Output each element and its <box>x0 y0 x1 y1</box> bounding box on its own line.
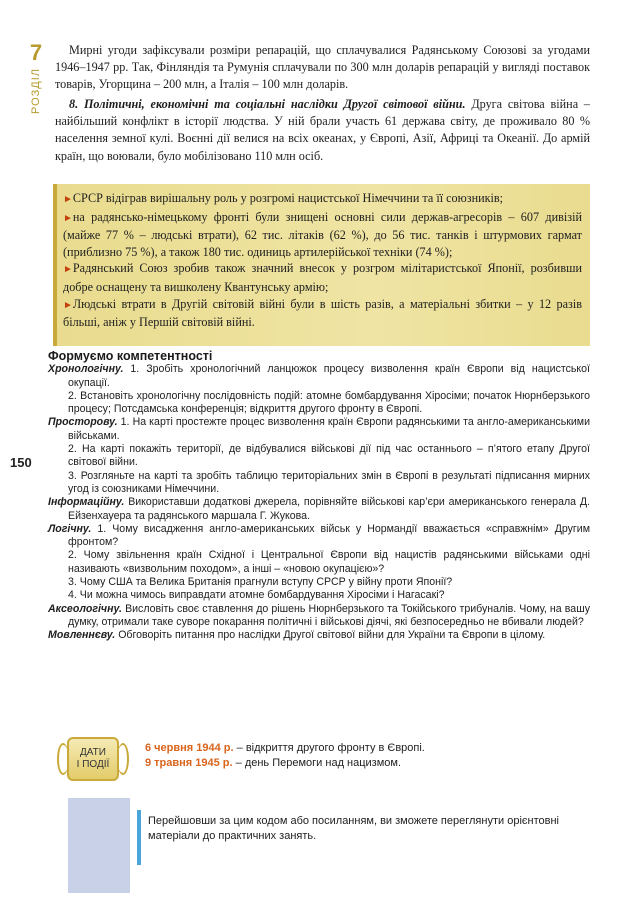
competence-axiological: Аксеологічну. Висловіть своє ставлення до рішень Нюрнберзького та Токійського трибуналів. Чому, на вашу думку, отримали таке суворе покарання політичні і військові діячі, які безпосередньо не вбивали людей? <box>48 602 590 628</box>
bullet-arrow-icon: ► <box>63 194 73 205</box>
bullet-arrow-icon: ► <box>63 299 73 311</box>
section-8-heading: 8. Політичні, економічні та соціальні наслідки Другої світової війни. <box>69 97 466 111</box>
date-entry: 6 червня 1944 р. – відкриття другого фронту в Європі. <box>145 742 425 754</box>
laurel-right-icon <box>117 743 129 775</box>
chapter-word: РОЗДІЛ <box>30 68 42 115</box>
section-8-text: Друга світова війна – найбільший конфлікт в історії людства. У ній брали участь 61 держава світу, де проживало 80 % населення земної кулі. Воєнні дії велися на всіх океанах, у Європі, Азії, Африці та Океанії. До армій країн, що воювали, було мобілізовано 110 млн осіб. <box>55 97 591 163</box>
dates-badge-line1: ДАТИ <box>80 747 106 758</box>
qr-divider <box>137 810 141 865</box>
section-8 <box>55 96 590 165</box>
intro-paragraph <box>55 42 590 94</box>
competence-chronological: Хронологічну. 1. Зробіть хронологічний ланцюжок процесу визволення країн Європи від нацистської окупації. 2. Встановіть хронологічну послідовність подій: атомне бомбардування Хіросіми; початок Нюрнберзького процесу; Потсдамська конференція; відкриття другого фронту в Європі. <box>48 363 590 416</box>
date-entry: 9 травня 1945 р. – день Перемоги над нацизмом. <box>145 757 402 769</box>
chapter-number: 7 <box>29 40 43 65</box>
competence-spatial: Просторову. 1. На карті простежте процес визволення країн Європи радянськими та англо-американськими військами. 2. На карті покажіть території, де відбувалися військові дії під час останнього – п’ятого етапу Другої світової війни. 3. Розгляньте на карті та зробіть таблицю територіальних змін в Європі в результаті підписання мирних угод із союзниками Німеччини. <box>48 416 590 495</box>
chapter-tab <box>26 42 46 114</box>
intro-text: Мирні угоди зафіксували розміри репарацій, що сплачувалися Радянському Союзові за угодами 1946–1947 рр. Так, Фінляндія та Румунія сплачували по 300 млн доларів репарацій у вигляді поставок товарів, Угорщина – 200 млн, а Італія – 100 млн доларів. <box>55 43 590 92</box>
dates-badge <box>55 735 131 783</box>
dates-badge-line2: І ПОДІЇ <box>76 759 110 770</box>
competences-title: Формуємо компетентності <box>48 349 213 363</box>
qr-code-placeholder[interactable] <box>68 798 130 893</box>
highlight-item: ►на радянсько-німецькому фронті були знищені основні сили держав-агресорів – 607 дивізій (майже 77 % – людські втрати), 62 тис. літаків (62 %), до 56 тис. танків і штурмових гармат (приблизно 75 %), а також 180 тис. одиниць артилерійської техніки (74 %); <box>63 209 582 259</box>
competence-informational: Інформаційну. Використавши додаткові джерела, порівняйте військові кар’єри американського генерала Д. Ейзенхауера та радянського маршала Г. Жукова. <box>48 496 590 522</box>
page-number: 150 <box>10 455 32 470</box>
highlight-item: ►СРСР відіграв вирішальну роль у розгромі нацистської Німеччини та її союзників; <box>63 191 504 205</box>
dates-list <box>145 741 585 771</box>
competences-section <box>48 350 590 643</box>
competence-logical: Логічну. 1. Чому висадження англо-американських військ у Нормандії вважається «справжнім» Другим фронтом? 2. Чому звільнення країн Східної і Центральної Європи від нацистів радянськими військами одні називають «визвольним походом», а інші – «новою окупацією»? 3. Чому США та Велика Британія прагнули вступу СРСР у війну проти Японії? 4. Чи можна чимось виправдати атомне бомбардування Хіросіми і Нагасакі? <box>48 522 590 602</box>
qr-caption: Перейшовши за цим кодом або посиланням, ви зможете переглянути орієнтовні матеріали до практичних занять. <box>148 815 559 842</box>
highlight-item: ►Людські втрати в Другій світовій війні були в шість разів, а матеріальні збитки – у 12 разів більші, аніж у Першій світовій війні. <box>63 296 582 330</box>
highlight-item: ►Радянський Союз зробив також значний внесок у розгром мілітаристської Японії, розбивши добре оснащену та вишколену Квантунську армію; <box>63 261 582 294</box>
bullet-arrow-icon: ► <box>63 264 73 276</box>
bullet-arrow-icon: ► <box>63 212 73 224</box>
competence-speech: Мовленнєву. Обговоріть питання про наслідки Другої світової війни для України та Європи в цілому. <box>48 629 546 642</box>
highlight-box <box>53 184 590 346</box>
